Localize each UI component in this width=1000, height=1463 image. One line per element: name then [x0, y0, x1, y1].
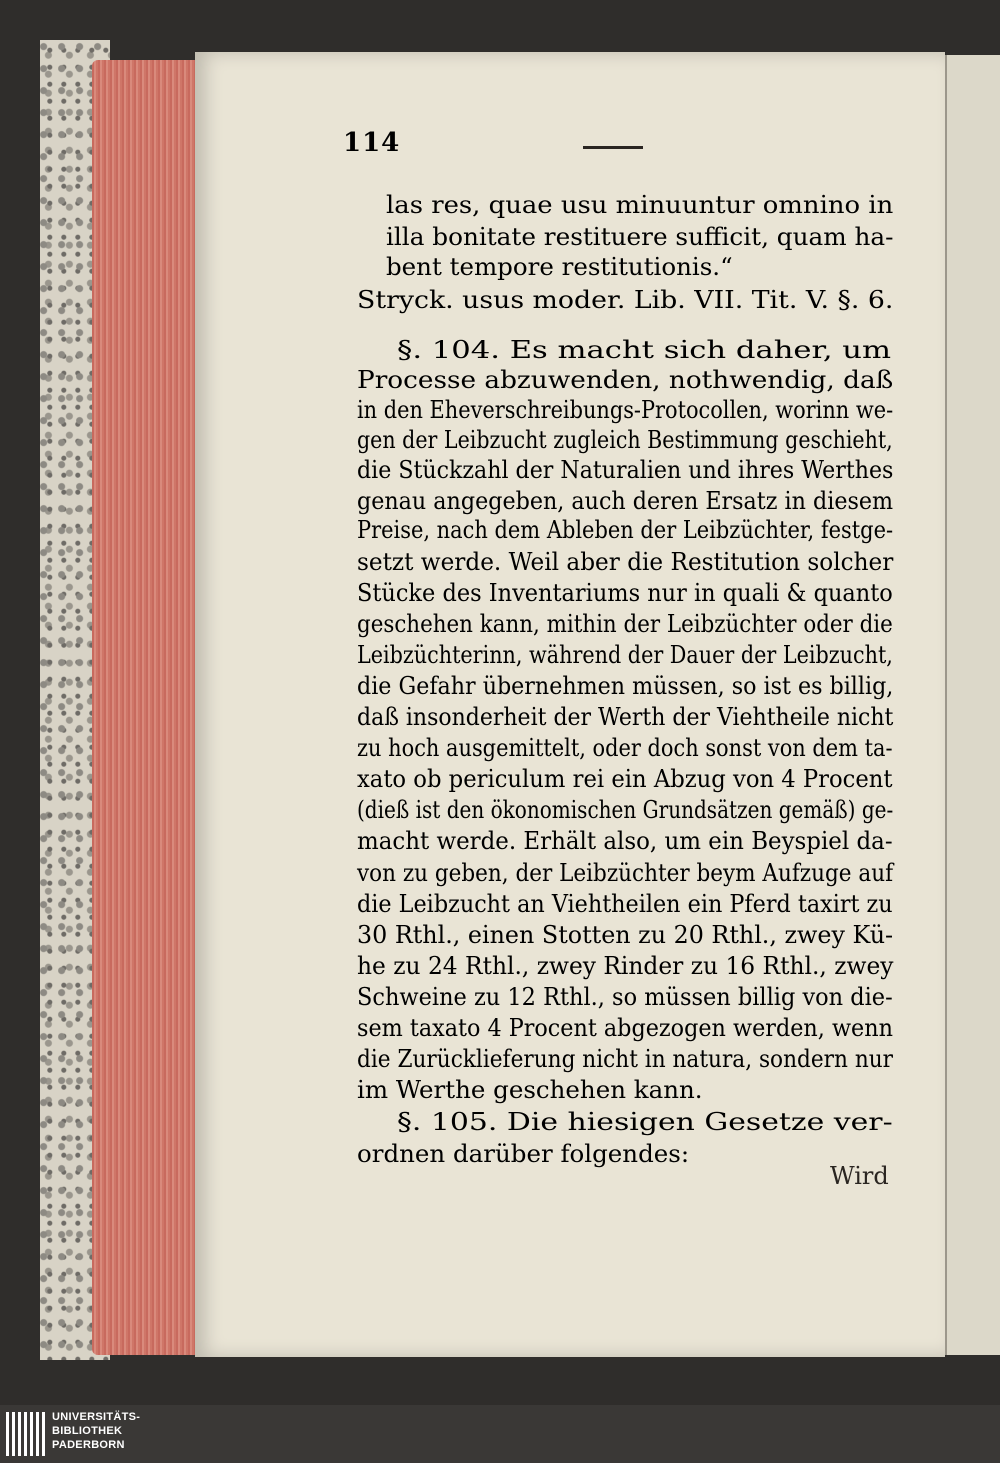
- text-line: Processe abzuwenden, nothwendig, daß: [357, 365, 894, 394]
- library-logo-icon: [6, 1412, 46, 1456]
- text-line: Stücke des Inventariums nur in quali & quanto: [357, 578, 893, 607]
- text-line: genau angegeben, auch deren Ersatz in diesem: [357, 486, 894, 515]
- logo-line: PADERBORN: [52, 1439, 125, 1451]
- text-line: las res, quae usu minuuntur omnino in: [386, 190, 894, 219]
- text-line: sem taxato 4 Procent abgezogen werden, wenn: [357, 1013, 893, 1042]
- text-line: die Zurücklieferung nicht in natura, sondern nur: [357, 1044, 894, 1073]
- text-line: geschehen kann, mithin der Leibzüchter oder die: [357, 609, 893, 638]
- text-line: die Stückzahl der Naturalien und ihres Werthes: [357, 455, 894, 484]
- text-line: illa bonitate restituere sufficit, quam ha-: [386, 222, 894, 251]
- text-line: setzt werde. Weil aber die Restitution solcher: [357, 547, 894, 576]
- text-line: bent tempore restitutionis.“: [386, 252, 733, 281]
- text-line: gen der Leibzucht zugleich Bestimmung geschieht,: [357, 425, 893, 454]
- text-line: §. 105. Die hiesigen Gesetze ver-: [397, 1107, 893, 1136]
- text-line: 30 Rthl., einen Stotten zu 20 Rthl., zwey Kü-: [357, 920, 894, 949]
- text-line: daß insonderheit der Werth der Viehtheile nicht: [357, 702, 894, 731]
- text-line: zu hoch ausgemittelt, oder doch sonst von dem ta-: [357, 733, 893, 762]
- text-line: macht werde. Erhält also, um ein Beyspiel da-: [357, 826, 893, 855]
- red-page-edges: [92, 60, 202, 1355]
- text-line: die Gefahr übernehmen müssen, so ist es billig,: [357, 671, 894, 700]
- text-line: (dieß ist den ökonomischen Grundsätzen gemäß) ge-: [357, 795, 894, 824]
- text-line: von zu geben, der Leibzüchter beym Aufzuge auf: [357, 858, 894, 887]
- text-line: Leibzüchterinn, während der Dauer der Leibzucht,: [357, 640, 893, 669]
- text-line: Schweine zu 12 Rthl., so müssen billig von die-: [357, 982, 893, 1011]
- text-line: im Werthe geschehen kann.: [357, 1075, 703, 1104]
- footer-bar: [0, 1405, 1000, 1463]
- text-line: §. 104. Es macht sich daher, um: [397, 335, 892, 364]
- text-line: xato ob periculum rei ein Abzug von 4 Procent: [357, 764, 893, 793]
- page-number: 114: [343, 128, 401, 158]
- catchword: Wird: [830, 1162, 889, 1190]
- text-line: he zu 24 Rthl., zwey Rinder zu 16 Rthl., zwey: [357, 951, 894, 980]
- logo-line: BIBLIOTHEK: [52, 1425, 123, 1437]
- text-line: die Leibzucht an Viehtheilen ein Pferd taxirt zu: [357, 889, 893, 918]
- library-logo: [52, 1410, 140, 1452]
- text-line: ordnen darüber folgendes:: [357, 1139, 690, 1168]
- text-line: Stryck. usus moder. Lib. VII. Tit. V. §. 6.: [357, 285, 894, 314]
- text-line: Preise, nach dem Ableben der Leibzüchter, festge-: [357, 515, 894, 544]
- adjacent-page-edge: [945, 55, 1000, 1355]
- header-rule: [583, 146, 643, 149]
- logo-line: UNIVERSITÄTS-: [52, 1411, 141, 1423]
- text-line: in den Eheverschreibungs-Protocollen, worinn we-: [357, 395, 894, 424]
